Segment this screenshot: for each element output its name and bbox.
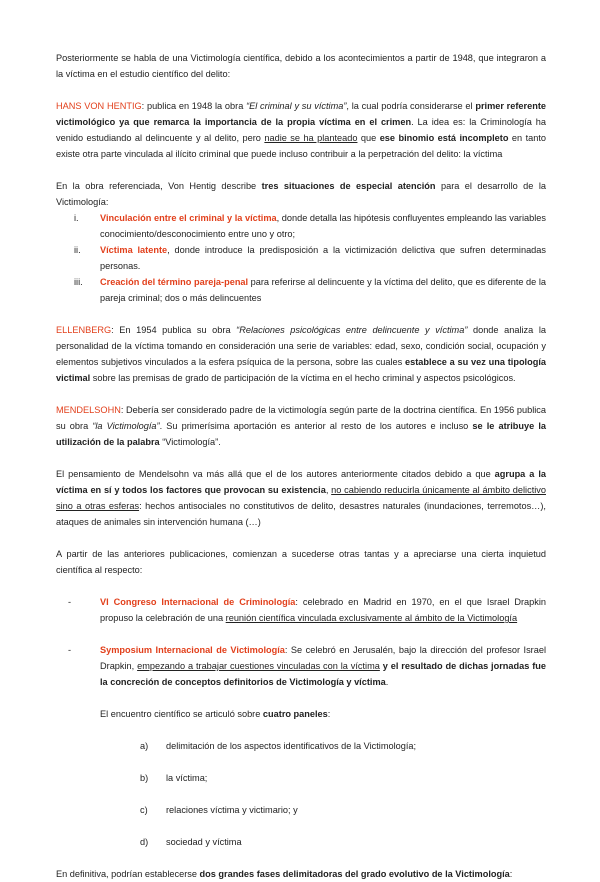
situations-list (56, 210, 546, 306)
list-item: a) delimitación de los aspectos identificativos de la Victimología; (140, 741, 417, 751)
author-ellenberg: ELLENBERG (56, 325, 112, 335)
list-item: iii. Creación del término pareja-penal para referirse al delincuente y la víctima del delito, que es diferente de la pareja criminal; dos o más delincuentes (74, 277, 546, 303)
list-item: c) relaciones víctima y victimario; y (140, 805, 298, 815)
work-title: “la Victimología” (92, 421, 160, 431)
hentig-paragraph: HANS VON HENTIG: publica en 1948 la obra “El criminal y su víctima”, la cual podría considerarse el primer referente victimológico ya que remarca la importancia de la propia víctima en el crimen. La idea es: la Criminología ha venido estudiando al delincuente y al delito, pero nadie se ha planteado que ese binomio está incompleto en tanto existe otra parte vinculada al ilícito criminal que puede incluso contribuir a la perpetración del delito: la víctima (56, 101, 547, 159)
ellenberg-paragraph: ELLENBERG: En 1954 publica su obra “Relaciones psicológicas entre delincuente y víctima” donde analiza la personalidad de la víctima tomando en consideración una serie de variables: edad, sexo, condición social, ocupación y elementos subjetivos vinculados a la esfera psíquica de la persona, sobre las cuales establece a su vez una tipología victimal sobre las premisas de grado de participación de la víctima en el hecho criminal y aspectos psicológicos. (56, 325, 546, 383)
work-title: “Relaciones psicológicas entre delincuente y víctima” (236, 325, 468, 335)
list-item: ii. Víctima latente, donde introduce la predisposición a la victimización delictiva que sufren determinadas personas. (74, 245, 546, 271)
mendelsohn-paragraph: MENDELSOHN: Debería ser considerado padre de la victimología según parte de la doctrina científica. En 1956 publica su obra “la Victimología”. Su primerísima aportación es anterior al resto de los autores e incluso se le atribuye la utilización de la palabra “Victimología”. (56, 405, 547, 447)
author-hentig: HANS VON HENTIG (56, 101, 142, 111)
panels-intro: El encuentro científico se articuló sobre cuatro paneles: (100, 709, 331, 719)
list-item: i. Vinculación entre el criminal y la víctima, donde detalla las hipótesis confluyentes empleando las variables conocimiento/desconocimiento entre uno y otro; (74, 213, 546, 239)
list-item: d) sociedad y víctima (140, 837, 242, 847)
mendelsohn-thought-paragraph: El pensamiento de Mendelsohn va más allá que el de los autores anteriormente citados debido a que agrupa a la víctima en sí y todos los factores que provocan su existencia, no cabiendo reducirla únicamente al ámbito delictivo sino a otras esferas: hechos antisociales no constitutivos de delito, desastres naturales (inundaciones, terremotos…), ataques de animales sin intervención humana (…) (56, 469, 546, 527)
publications-paragraph: A partir de las anteriores publicaciones, comienzan a sucederse otras tantas y a apreciarse una cierta inquietud científica al respecto: (56, 549, 546, 575)
three-situations-intro: En la obra referenciada, Von Hentig describe tres situaciones de especial atención para el desarrollo de la Victimología: (56, 181, 546, 207)
final-paragraph: En definitiva, podrían establecerse dos grandes fases delimitadoras del grado evolutivo de la Victimología: (56, 869, 513, 879)
intro-paragraph: Posteriormente se habla de una Victimología científica, debido a los acontecimientos a partir de 1948, que integraron a la víctima en el estudio científico del delito: (56, 53, 546, 79)
list-item: b) la víctima; (140, 773, 208, 783)
list-item: - Symposium Internacional de Victimología: Se celebró en Jerusalén, bajo la dirección del profesor Israel Drapkin, empezando a trabajar cuestiones vinculadas con la víctima y el resultado de dichas jornadas fue la concreción de conceptos definitorios de Victimología y víctima. (68, 645, 547, 687)
document-page (56, 50, 546, 882)
work-title: “El criminal y su víctima” (246, 101, 347, 111)
author-mendelsohn: MENDELSOHN (56, 405, 121, 415)
panels-list (56, 738, 546, 850)
list-item: - VI Congreso Internacional de Criminología: celebrado en Madrid en 1970, en el que Israel Drapkin propuso la celebración de una reunión científica vinculada exclusivamente al ámbito de la Victimología (68, 597, 546, 623)
